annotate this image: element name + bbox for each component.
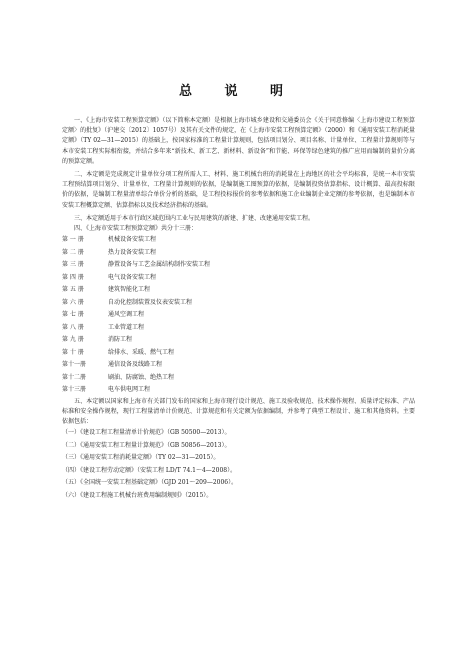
- list-item: [62, 384, 415, 397]
- volume-number: 第 四 册: [62, 273, 84, 281]
- volume-name: 电气设备安装工程: [108, 273, 157, 281]
- paragraph-5: 五、本定额以国家和上海市有关部门发布的国家和上海市现行设计规范、施工及验收规范、技术操作规程、质量评定标准、产品标准和安全操作规程，现行工程量清单计价规范、计算规范和有关定额为依据编制，并参考了典型工程设计、施工和其他资料。主要依据包括：: [62, 397, 415, 426]
- volume-name: 建筑智能化工程: [108, 286, 151, 294]
- volume-number: 第 一 册: [62, 236, 84, 244]
- list-item: [62, 309, 415, 322]
- list-item: [62, 359, 415, 372]
- volume-name: 电车供电网工程: [108, 386, 151, 394]
- paragraph-2: 二、本定额是完成规定计量单位分项工程所需人工、材料、施工机械台班的消耗量在上海地区的社会平均标准，是统一本市安装工程预结算项目划分、计量单位、工程量计算规则的依据，是编制施工图预算的依据，是编制投资估算指标、设计概算、最高投标限价的依据，是编制工程量清单综合单价分析的基础，是工程投标报价的参考依据和施工企业编制企业定额的参考依据，也是编制本市安装工程概算定额、估算指标以及技术经济指标的基础。: [62, 171, 415, 209]
- volume-name: 工业管道工程: [108, 323, 145, 331]
- list-item: （三）《通用安装工程消耗量定额》（TY 02—31—2015）。: [62, 454, 220, 462]
- list-item: （一）《建设工程工程量清单计价规范》（GB 50500—2013）。: [62, 429, 231, 437]
- volume-name: 刷油、防腐蚀、绝热工程: [108, 373, 175, 381]
- volume-name: 热力设备安装工程: [108, 248, 157, 256]
- page-title: 总 说 明: [178, 84, 298, 99]
- list-item: （六）《建设工程施工机械台班费用编制规则》（2015）。: [62, 491, 213, 499]
- list-item: [62, 334, 415, 347]
- list-item: [62, 272, 415, 285]
- volume-number: 第十一册: [62, 361, 87, 369]
- list-item: [62, 322, 415, 335]
- volume-number: 第 二 册: [62, 248, 84, 256]
- volume-name: 机械设备安装工程: [108, 236, 157, 244]
- list-item: [62, 259, 415, 272]
- list-item: [62, 247, 415, 260]
- paragraph-4: 四、《上海市安装工程预算定额》共分十三册：: [74, 225, 198, 233]
- list-item: [62, 297, 415, 310]
- volume-number: 第十二册: [62, 373, 87, 381]
- list-item: [62, 347, 415, 360]
- list-item: [62, 234, 415, 247]
- volume-number: 第十三册: [62, 386, 87, 394]
- volume-number: 第 八 册: [62, 323, 84, 331]
- volume-number: 第 三 册: [62, 261, 84, 269]
- list-item: （五）《全国统一安装工程基础定额》（GJD 201～209—2006）。: [62, 479, 238, 487]
- volume-number: 第 六 册: [62, 298, 84, 306]
- paragraph-1: 一、《上海市安装工程预算定额》（以下简称本定额）是根据上海市城乡建设和交通委员会《关于同意修编〈上海市建设工程预算定额〉的批复》（沪建交〔2012〕1057号）及其有关文件的规定，在《上海市安装工程预算定额》（2000）和《通用安装工程消耗量定额》（TY 02—31—2015）的基础上，按国家标准的工程量计算规则，包括项目划分、项目名称、计量单位、工程量计算规则等与本市安装工程实际相衔接，并结合多年来“新技术、新工艺、新材料、新设备”和节能、环保等绿色建筑的推广应用而编制的量价分离的预算定额。: [62, 117, 415, 165]
- volume-list: [62, 234, 415, 397]
- list-item: （二）《通用安装工程工程量计算规范》（GB 50856—2013）。: [62, 441, 231, 449]
- volume-name: 消防工程: [108, 336, 133, 344]
- volume-name: 通信设备及线路工程: [108, 361, 163, 369]
- standards-list: [62, 427, 415, 502]
- volume-name: 静置设备与工艺金属结构制作安装工程: [108, 261, 211, 269]
- volume-number: 第 七 册: [62, 311, 84, 319]
- volume-name: 给排水、采暖、燃气工程: [108, 348, 175, 356]
- paragraph-3: 三、本定额适用于本市行政区域范围内工业与民用建筑的新建、扩建、改建通用安装工程。: [74, 214, 315, 222]
- volume-number: 第 十 册: [62, 348, 84, 356]
- list-item: [62, 372, 415, 385]
- volume-number: 第 五 册: [62, 286, 84, 294]
- list-item: [62, 284, 415, 297]
- list-item: （四）《建设工程劳动定额》（安装工程 LD/T 74.1～4—2008）。: [62, 466, 237, 474]
- volume-number: 第 九 册: [62, 336, 84, 344]
- document-body: [62, 116, 415, 502]
- volume-name: 通风空调工程: [108, 311, 145, 319]
- volume-name: 自动化控制装置及仪表安装工程: [108, 298, 193, 306]
